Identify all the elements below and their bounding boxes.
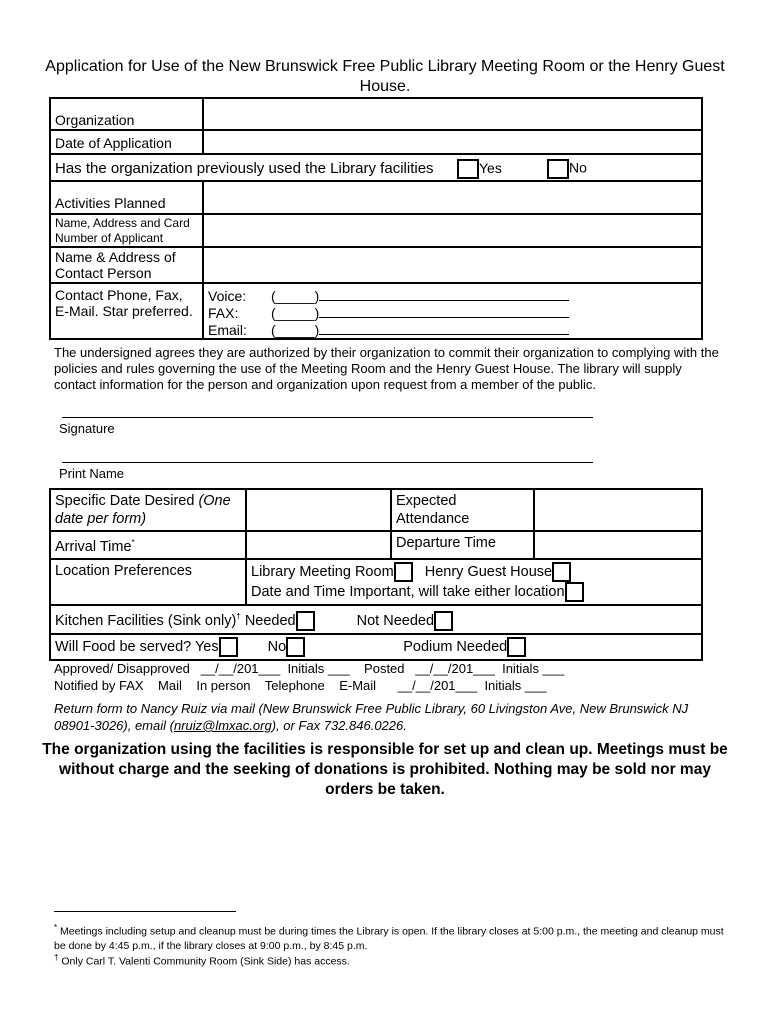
contact-person-label: Name & Address of Contact Person: [50, 247, 203, 283]
fax-line[interactable]: [319, 304, 569, 318]
departure-time-label: Departure Time: [391, 531, 534, 559]
voice-area-code[interactable]: (_____): [271, 288, 320, 304]
departure-time-field[interactable]: [534, 531, 702, 559]
library-meeting-room-label: Library Meeting Room: [251, 563, 394, 580]
specific-date-label: Specific Date Desired (One date per form): [50, 489, 246, 531]
date-of-application-field[interactable]: [203, 130, 702, 154]
email-link[interactable]: nruiz@lmxac.org: [173, 718, 272, 733]
return-instructions: Return form to Nancy Ruiz via mail (New Brunswick Free Public Library, 60 Livingston Ave, New Brunswick NJ 08901-3026), email (nruiz@lmxac.org), or Fax 732.846.0226.: [54, 701, 689, 733]
footnote-divider: [54, 911, 236, 912]
activities-label: Activities Planned: [50, 181, 203, 214]
responsibility-notice: The organization using the facilities is responsible for set up and clean up. Meetings must be without charge and the seeking of donations is prohibited. Nothing may be sold nor may orders be taken.: [42, 741, 728, 798]
food-no-label: No: [267, 638, 287, 655]
henry-guest-house-checkbox[interactable]: [552, 562, 571, 582]
needed-checkbox[interactable]: [296, 611, 315, 631]
applicant-label: Name, Address and Card Number of Applicant: [50, 214, 203, 247]
expected-attendance-field[interactable]: [534, 489, 702, 531]
not-needed-label: Not Needed: [356, 612, 435, 629]
office-line-2: Notified by FAX Mail In person Telephone E-Mail __/__/201___ Initials ___: [54, 678, 547, 693]
specific-date-field[interactable]: [246, 489, 391, 531]
office-line-1: Approved/ Disapproved __/__/201___ Initials ___ Posted __/__/201___ Initials ___: [54, 661, 565, 676]
kitchen-label: Kitchen Facilities (Sink only): [55, 612, 237, 629]
yes-label: Yes: [479, 159, 502, 176]
kitchen-footnote-mark: †: [236, 611, 241, 621]
food-row: [50, 634, 702, 660]
footnote-dagger: † Only Carl T. Valenti Community Room (Sink Side) has access.: [54, 953, 350, 968]
footnote-star: * Meetings including setup and cleanup must be during times the Library is open. If the library closes at 5:00 p.m., the meeting and cleanup must be done by 4:45 p.m., if the library closes at 9:00 p.m., by 8:45 p.m.: [54, 923, 724, 952]
contact-phone-label: Contact Phone, Fax, E-Mail. Star preferred.: [50, 283, 203, 339]
henry-guest-house-label: Henry Guest House: [424, 563, 553, 580]
organization-field[interactable]: [203, 98, 702, 130]
either-location-checkbox[interactable]: [565, 582, 584, 602]
arrival-time-label: Arrival Time*: [50, 531, 246, 559]
food-no-checkbox[interactable]: [286, 637, 305, 657]
not-needed-checkbox[interactable]: [434, 611, 453, 631]
email-line[interactable]: [319, 321, 569, 335]
signature-line[interactable]: [62, 417, 593, 418]
application-table: [49, 97, 703, 340]
expected-attendance-label: Expected Attendance: [391, 489, 534, 531]
previously-used-label: Has the organization previously used the Library facilities: [55, 159, 434, 177]
yes-checkbox[interactable]: [457, 159, 479, 179]
activities-field[interactable]: [203, 181, 702, 214]
previously-used-row: [50, 154, 702, 181]
either-location-label: Date and Time Important, will take either location: [251, 583, 565, 600]
organization-label: Organization: [50, 98, 203, 130]
needed-label: Needed: [244, 612, 296, 629]
kitchen-row: [50, 605, 702, 634]
page-title: Application for Use of the New Brunswick Free Public Library Meeting Room or the Henry Guest House.: [45, 58, 725, 95]
library-meeting-room-checkbox[interactable]: [394, 562, 413, 582]
voice-label: Voice:: [208, 288, 247, 304]
email-area-code[interactable]: (_____): [271, 322, 320, 338]
arrival-footnote-mark: *: [131, 538, 135, 547]
signature-label: Signature: [59, 421, 115, 436]
contact-person-field[interactable]: [203, 247, 702, 283]
food-label: Will Food be served? Yes: [55, 638, 219, 655]
no-label: No: [569, 159, 587, 176]
voice-line[interactable]: [319, 287, 569, 301]
podium-label: Podium Needed: [403, 638, 508, 655]
office-use-block: [54, 660, 564, 694]
contact-phone-cell: [203, 283, 702, 339]
agreement-text: The undersigned agrees they are authorized by their organization to commit their organization to complying with the policies and rules governing the use of the Meeting Room and the Henry Guest House. The library will supply contact information for the person and organization upon request from a member of the public.: [54, 345, 719, 392]
email-label: Email:: [208, 322, 247, 338]
fax-label: FAX:: [208, 305, 239, 321]
one-date-note: (One date per form): [55, 493, 231, 527]
food-yes-checkbox[interactable]: [219, 637, 238, 657]
applicant-field[interactable]: [203, 214, 702, 247]
fax-area-code[interactable]: (_____): [271, 305, 320, 321]
location-prefs-cell: [246, 559, 702, 605]
arrival-time-field[interactable]: [246, 531, 391, 559]
podium-checkbox[interactable]: [507, 637, 526, 657]
no-checkbox[interactable]: [547, 159, 569, 179]
print-name-line[interactable]: [62, 462, 593, 463]
location-prefs-label: Location Preferences: [50, 559, 246, 605]
date-of-application-label: Date of Application: [50, 130, 203, 154]
print-name-label: Print Name: [59, 466, 125, 481]
details-table: [49, 488, 703, 661]
